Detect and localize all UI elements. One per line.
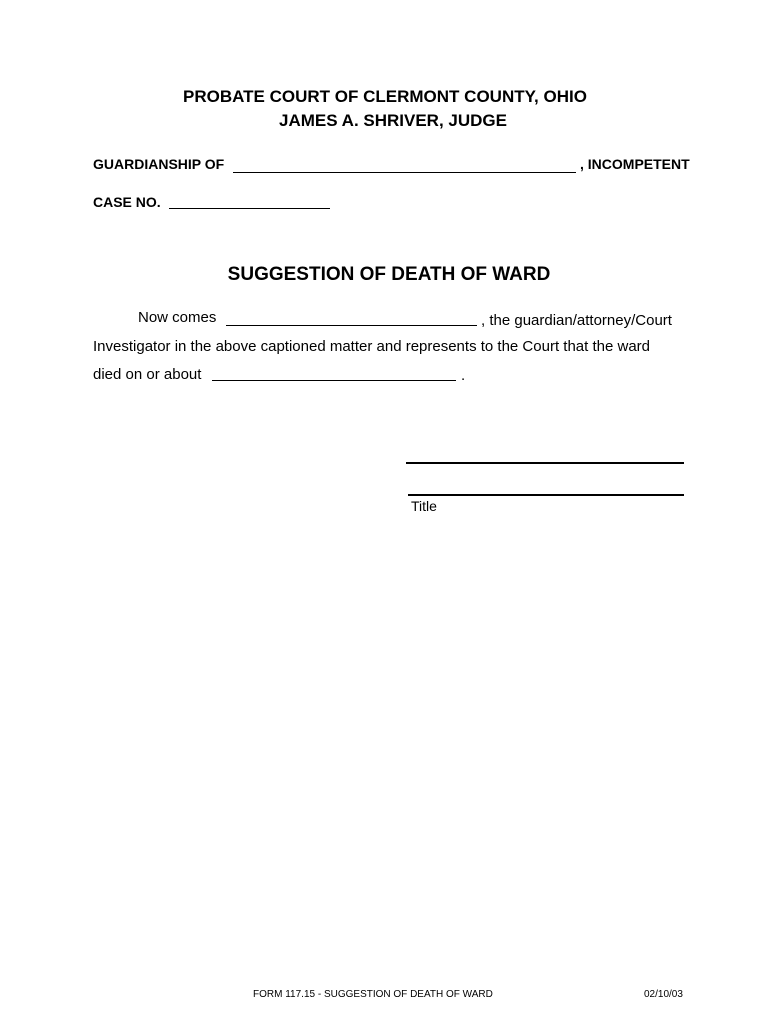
- judge-line: JAMES A. SHRIVER, JUDGE: [279, 111, 507, 130]
- case-number-blank[interactable]: [169, 208, 330, 209]
- court-title: PROBATE COURT OF CLERMONT COUNTY, OHIO: [183, 87, 587, 106]
- footer-form-id: FORM 117.15 - SUGGESTION OF DEATH OF WARD: [253, 989, 493, 1000]
- signature-line[interactable]: [406, 462, 684, 464]
- now-comes-text: Now comes: [138, 309, 217, 326]
- guardian-role-text: , the guardian/attorney/Court: [481, 312, 672, 329]
- footer-date: 02/10/03: [644, 989, 683, 1000]
- sentence-period: .: [461, 367, 466, 384]
- incompetent-label: , INCOMPETENT: [580, 156, 690, 172]
- died-on-text: died on or about: [93, 366, 202, 383]
- guardianship-name-blank[interactable]: [233, 172, 576, 173]
- title-line[interactable]: [408, 494, 684, 496]
- title-label: Title: [411, 498, 437, 514]
- date-of-death-blank[interactable]: [212, 380, 456, 381]
- investigator-text: Investigator in the above captioned matter and represents to the Court that the ward: [93, 338, 650, 355]
- guardianship-label: GUARDIANSHIP OF: [93, 156, 225, 172]
- document-title: SUGGESTION OF DEATH OF WARD: [227, 264, 551, 285]
- case-number-label: CASE NO.: [93, 194, 161, 210]
- guardian-name-blank[interactable]: [226, 325, 477, 326]
